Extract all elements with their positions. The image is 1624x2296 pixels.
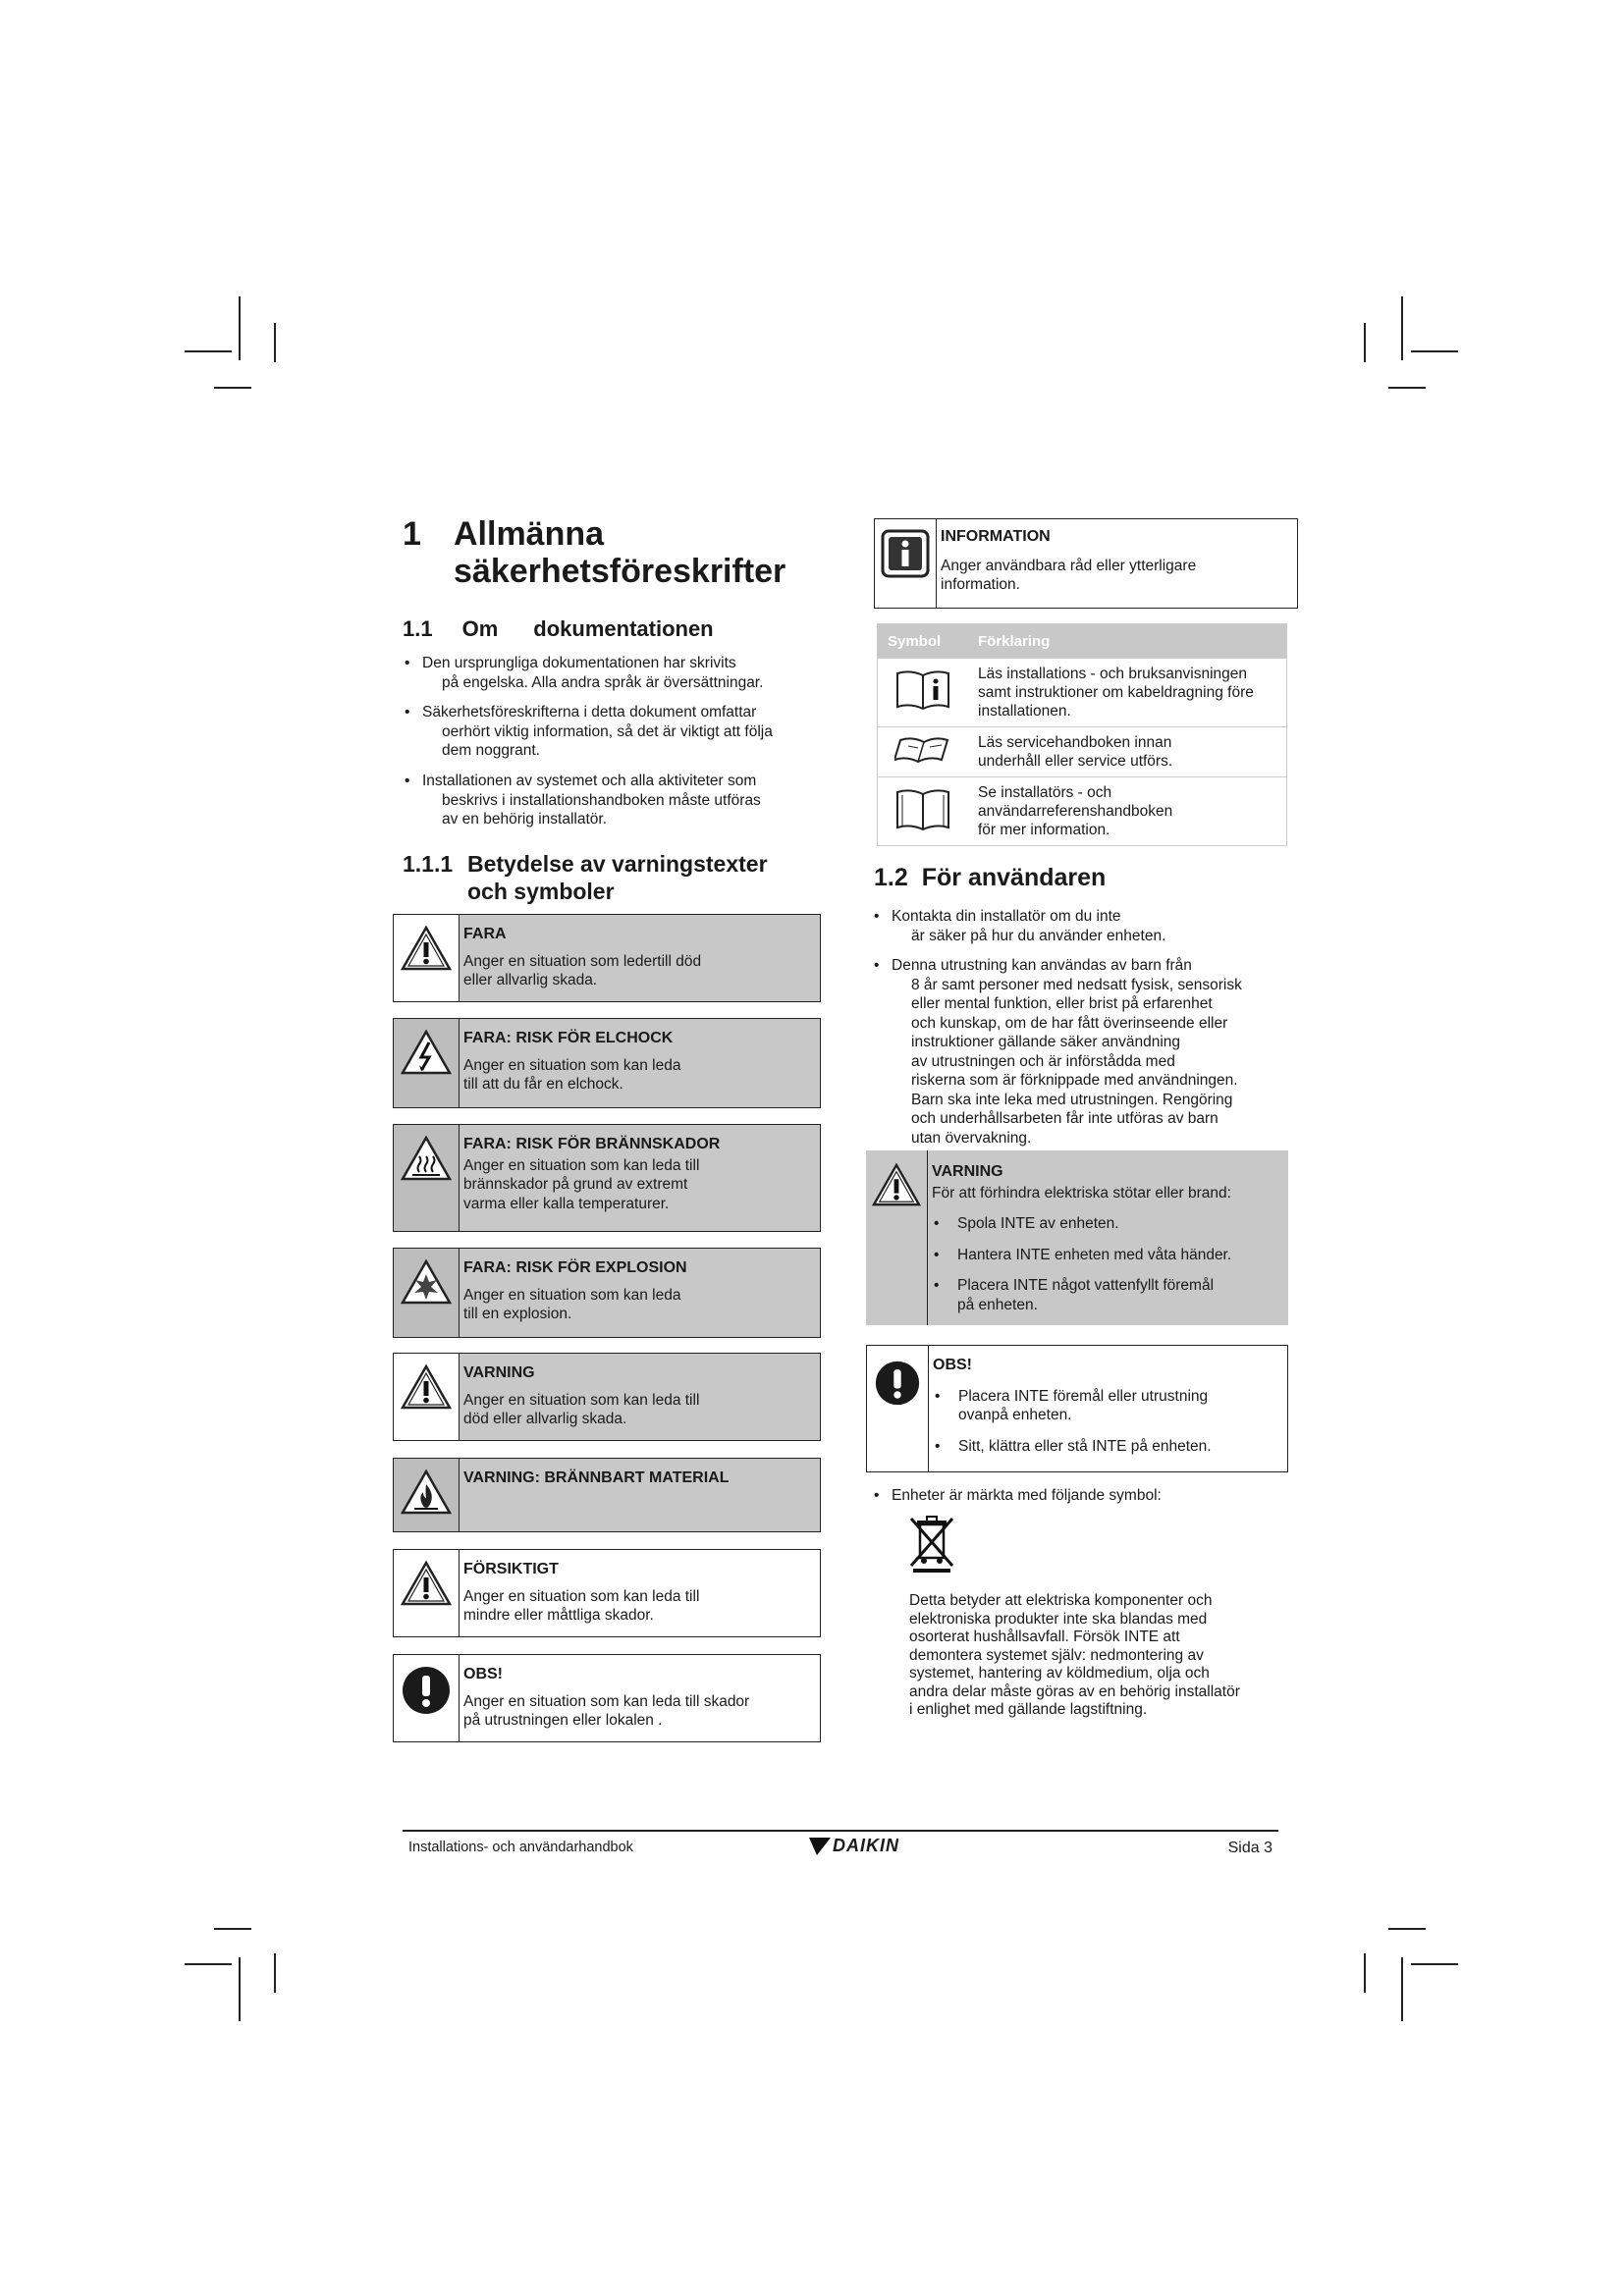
list-item: • Spola INTE av enheten.: [932, 1214, 1282, 1234]
list-item: • Placera INTE föremål eller utrustning ovanpå enheten.: [933, 1387, 1281, 1425]
page-number: Sida 3: [1227, 1840, 1272, 1856]
crop-mark: [239, 1957, 241, 2021]
crop-mark: [1401, 1957, 1403, 2021]
box-title: FARA: RISK FÖR ELCHOCK: [463, 1030, 674, 1046]
box-title: OBS!: [463, 1666, 503, 1682]
list-item: • Enheter är märkta med följande symbol:: [874, 1487, 1162, 1504]
crop-mark: [274, 1953, 276, 1993]
footer-manual-title: Installations- och användarhandbok: [408, 1840, 633, 1855]
danger-box: FARA Anger en situation som ledertill död eller allvarlig skada.: [393, 914, 821, 1002]
chapter-title: 1 Allmänna säkerhetsföreskrifter: [403, 515, 786, 590]
list-item: • Den ursprungliga dokumentationen har skrivits på engelska. Alla andra språk är översättningar.: [405, 655, 764, 691]
list-item: • Placera INTE något vattenfyllt föremål på enheten.: [932, 1276, 1282, 1314]
table-row: Läs installations - och bruksanvisningen samt instruktioner om kabeldragning före installationen.: [878, 659, 1287, 727]
crop-mark: [239, 296, 241, 360]
crop-mark: [1388, 387, 1426, 389]
info-book-icon: [894, 668, 951, 712]
warning-box: VARNING Anger en situation som kan leda till död eller allvarlig skada.: [393, 1353, 821, 1441]
flammable-icon: [401, 1468, 452, 1516]
hot-surface-icon: [401, 1135, 452, 1182]
warning-triangle-icon: [401, 1363, 452, 1411]
crop-mark: [1364, 323, 1366, 362]
list-item: • Kontakta din installatör om du inte är säker på hur du använder enheten.: [874, 908, 1166, 944]
caution-box: FÖRSIKTIGT Anger en situation som kan leda till mindre eller måttliga skador.: [393, 1549, 821, 1637]
table-row: Läs servicehandboken innan underhåll eller service utförs.: [878, 727, 1287, 777]
notice-box: OBS! Anger en situation som kan leda till skador på utrustningen eller lokalen .: [393, 1654, 821, 1742]
table-row: Se installatörs - och användarreferenshandboken för mer information.: [878, 777, 1287, 846]
list-item: • Säkerhetsföreskrifterna i detta dokument omfattar oerhört viktig information, så det är viktigt att följa dem noggrant.: [405, 704, 773, 759]
box-title: VARNING: [932, 1163, 1003, 1180]
electric-shock-box: FARA: RISK FÖR ELCHOCK Anger en situation som kan leda till att du får en elchock.: [393, 1018, 821, 1108]
daikin-logo-icon: [809, 1838, 831, 1855]
information-icon: [881, 529, 930, 578]
crop-mark: [1388, 1928, 1426, 1930]
burn-risk-box: FARA: RISK FÖR BRÄNNSKADOR Anger en situation som kan leda till brännskador på grund av extremt varma eller kalla temperaturer.: [393, 1124, 821, 1232]
symbol-table: [877, 623, 1287, 846]
page-footer: [403, 1830, 1278, 1856]
list-item: • Hantera INTE enheten med våta händer.: [932, 1246, 1282, 1265]
column-header-explanation: Förklaring: [968, 624, 1287, 659]
crop-mark: [1401, 296, 1403, 360]
list-item: • Installationen av systemet och alla aktiviteter som beskrivs i installationshandboken måste utföras av en behörig installatör.: [405, 773, 761, 828]
box-title: INFORMATION: [941, 528, 1051, 545]
list-item: • Sitt, klättra eller stå INTE på enheten.: [933, 1437, 1281, 1457]
crop-mark: [185, 1963, 232, 1965]
box-title: VARNING: [463, 1364, 535, 1381]
crop-mark: [1411, 350, 1458, 352]
obs-box: [866, 1345, 1288, 1472]
box-title: FARA: RISK FÖR EXPLOSION: [463, 1259, 687, 1276]
table-header-row: [878, 624, 1287, 659]
warning-triangle-icon: [401, 925, 452, 972]
disposal-text: Detta betyder att elektriska komponenter och elektroniska produkter inte ska blandas med osorterat hushållsavfall. Försök INTE att demontera systemet själv: nedmontering av systemet, hantering av köldmedium, olja och andra delar måste göras av en behörig installatör i enlighet med gällande lagstiftning.: [909, 1592, 1240, 1718]
information-box: INFORMATION Anger användbara råd eller ytterligare information.: [874, 518, 1298, 609]
box-title: FARA: [463, 926, 507, 942]
box-title: OBS!: [933, 1357, 972, 1373]
list-item: • Denna utrustning kan användas av barn från 8 år samt personer med nedsatt fysisk, sensorisk eller mental funktion, eller brist på erfarenhet och kunskap, om de har fått överinseende eller instruktioner gällande säker användning av utrustningen och är införstådda med riskerna som är förknippade med användningen. Barn ska inte leka med utrustningen. Rengöring och underhållsarbeten får inte utföras av barn utan övervakning.: [874, 957, 1242, 1147]
crop-mark: [185, 350, 232, 352]
box-title: FARA: RISK FÖR BRÄNNSKADOR: [463, 1136, 721, 1152]
crop-mark: [1364, 1953, 1366, 1993]
box-title: FÖRSIKTIGT: [463, 1561, 559, 1577]
brand-logo: DAIKIN: [809, 1836, 899, 1856]
weee-crossed-bin-icon: [907, 1515, 956, 1574]
explosion-risk-box: FARA: RISK FÖR EXPLOSION Anger en situation som kan leda till en explosion.: [393, 1248, 821, 1338]
notice-exclamation-icon: [401, 1665, 452, 1716]
column-header-symbol: Symbol: [878, 624, 969, 659]
notice-exclamation-icon: [874, 1360, 921, 1407]
crop-mark: [274, 323, 276, 362]
section-1-1-heading: 1.1 Om dokumentationen: [403, 616, 714, 641]
crop-mark: [214, 387, 251, 389]
varning-box: VARNING För att förhindra elektriska stötar eller brand: • Spola INTE av enheten. • Hantera INTE enheten med våta händer. • Placera INTE något vattenfyllt föremål på enheten.: [866, 1150, 1288, 1325]
caution-triangle-icon: [401, 1560, 452, 1607]
box-title: VARNING: BRÄNNBART MATERIAL: [463, 1469, 730, 1486]
warning-triangle-icon: [872, 1162, 921, 1207]
section-1-1-1-heading: 1.1.1 Betydelse av varningstexter och symboler: [403, 851, 768, 904]
electric-shock-icon: [401, 1029, 452, 1076]
explosion-icon: [401, 1258, 452, 1306]
flammable-material-box: [393, 1458, 821, 1532]
section-1-2-heading: 1.2 För användaren: [874, 864, 1107, 891]
crop-mark: [1411, 1963, 1458, 1965]
service-manual-icon: [894, 734, 951, 766]
reference-book-icon: [894, 785, 951, 832]
crop-mark: [214, 1928, 251, 1930]
